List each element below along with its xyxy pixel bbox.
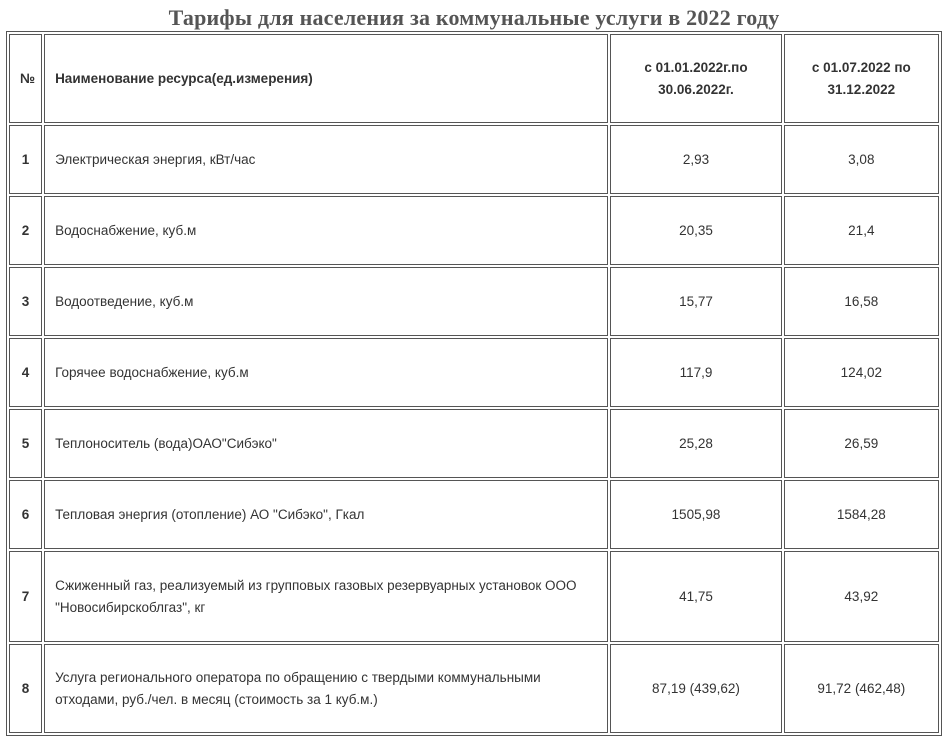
- table-row: [9, 644, 939, 733]
- resource-name: Горячее водоснабжение, куб.м: [44, 338, 608, 407]
- resource-name: Тепловая энергия (отопление) АО "Сибэко", Гкал: [44, 480, 608, 549]
- tariff-period-1: 87,19 (439,62): [610, 644, 781, 733]
- tariff-period-2: 91,72 (462,48): [784, 644, 939, 733]
- tariff-period-1: 117,9: [610, 338, 781, 407]
- tariffs-table: [6, 31, 942, 736]
- table-row: [9, 125, 939, 194]
- resource-name: Водоотведение, куб.м: [44, 267, 608, 336]
- tariff-period-2: 43,92: [784, 551, 939, 642]
- header-number: №: [9, 34, 42, 123]
- tariff-period-1: 20,35: [610, 196, 781, 265]
- tariff-period-2: 1584,28: [784, 480, 939, 549]
- resource-name: Теплоноситель (вода)ОАО"Сибэко": [44, 409, 608, 478]
- tariff-period-2: 21,4: [784, 196, 939, 265]
- resource-name: Услуга регионального оператора по обращению с твердыми коммунальными отходами, руб./чел. в месяц (стоимость за 1 куб.м.): [44, 644, 608, 733]
- tariff-period-2: 3,08: [784, 125, 939, 194]
- table-row: [9, 409, 939, 478]
- tariff-period-1: 2,93: [610, 125, 781, 194]
- row-number: 5: [9, 409, 42, 478]
- tariff-period-1: 15,77: [610, 267, 781, 336]
- table-row: [9, 338, 939, 407]
- table-row: [9, 196, 939, 265]
- header-period-2: с 01.07.2022 по 31.12.2022: [784, 34, 939, 123]
- resource-name: Водоснабжение, куб.м: [44, 196, 608, 265]
- tariff-period-1: 41,75: [610, 551, 781, 642]
- table-header-row: [9, 34, 939, 123]
- resource-name: Электрическая энергия, кВт/час: [44, 125, 608, 194]
- row-number: 2: [9, 196, 42, 265]
- tariff-period-2: 124,02: [784, 338, 939, 407]
- tariff-period-2: 16,58: [784, 267, 939, 336]
- table-row: [9, 551, 939, 642]
- row-number: 4: [9, 338, 42, 407]
- row-number: 1: [9, 125, 42, 194]
- row-number: 7: [9, 551, 42, 642]
- page-title: Тарифы для населения за коммунальные услуги в 2022 году: [168, 5, 780, 30]
- tariff-period-1: 25,28: [610, 409, 781, 478]
- row-number: 6: [9, 480, 42, 549]
- table-row: [9, 480, 939, 549]
- tariff-period-1: 1505,98: [610, 480, 781, 549]
- header-period-1: с 01.01.2022г.по 30.06.2022г.: [610, 34, 781, 123]
- table-row: [9, 267, 939, 336]
- tariff-period-2: 26,59: [784, 409, 939, 478]
- header-resource-name: Наименование ресурса(ед.измерения): [44, 34, 608, 123]
- row-number: 8: [9, 644, 42, 733]
- row-number: 3: [9, 267, 42, 336]
- resource-name: Сжиженный газ, реализуемый из групповых газовых резервуарных установок ООО "Новосибирскоблгаз", кг: [44, 551, 608, 642]
